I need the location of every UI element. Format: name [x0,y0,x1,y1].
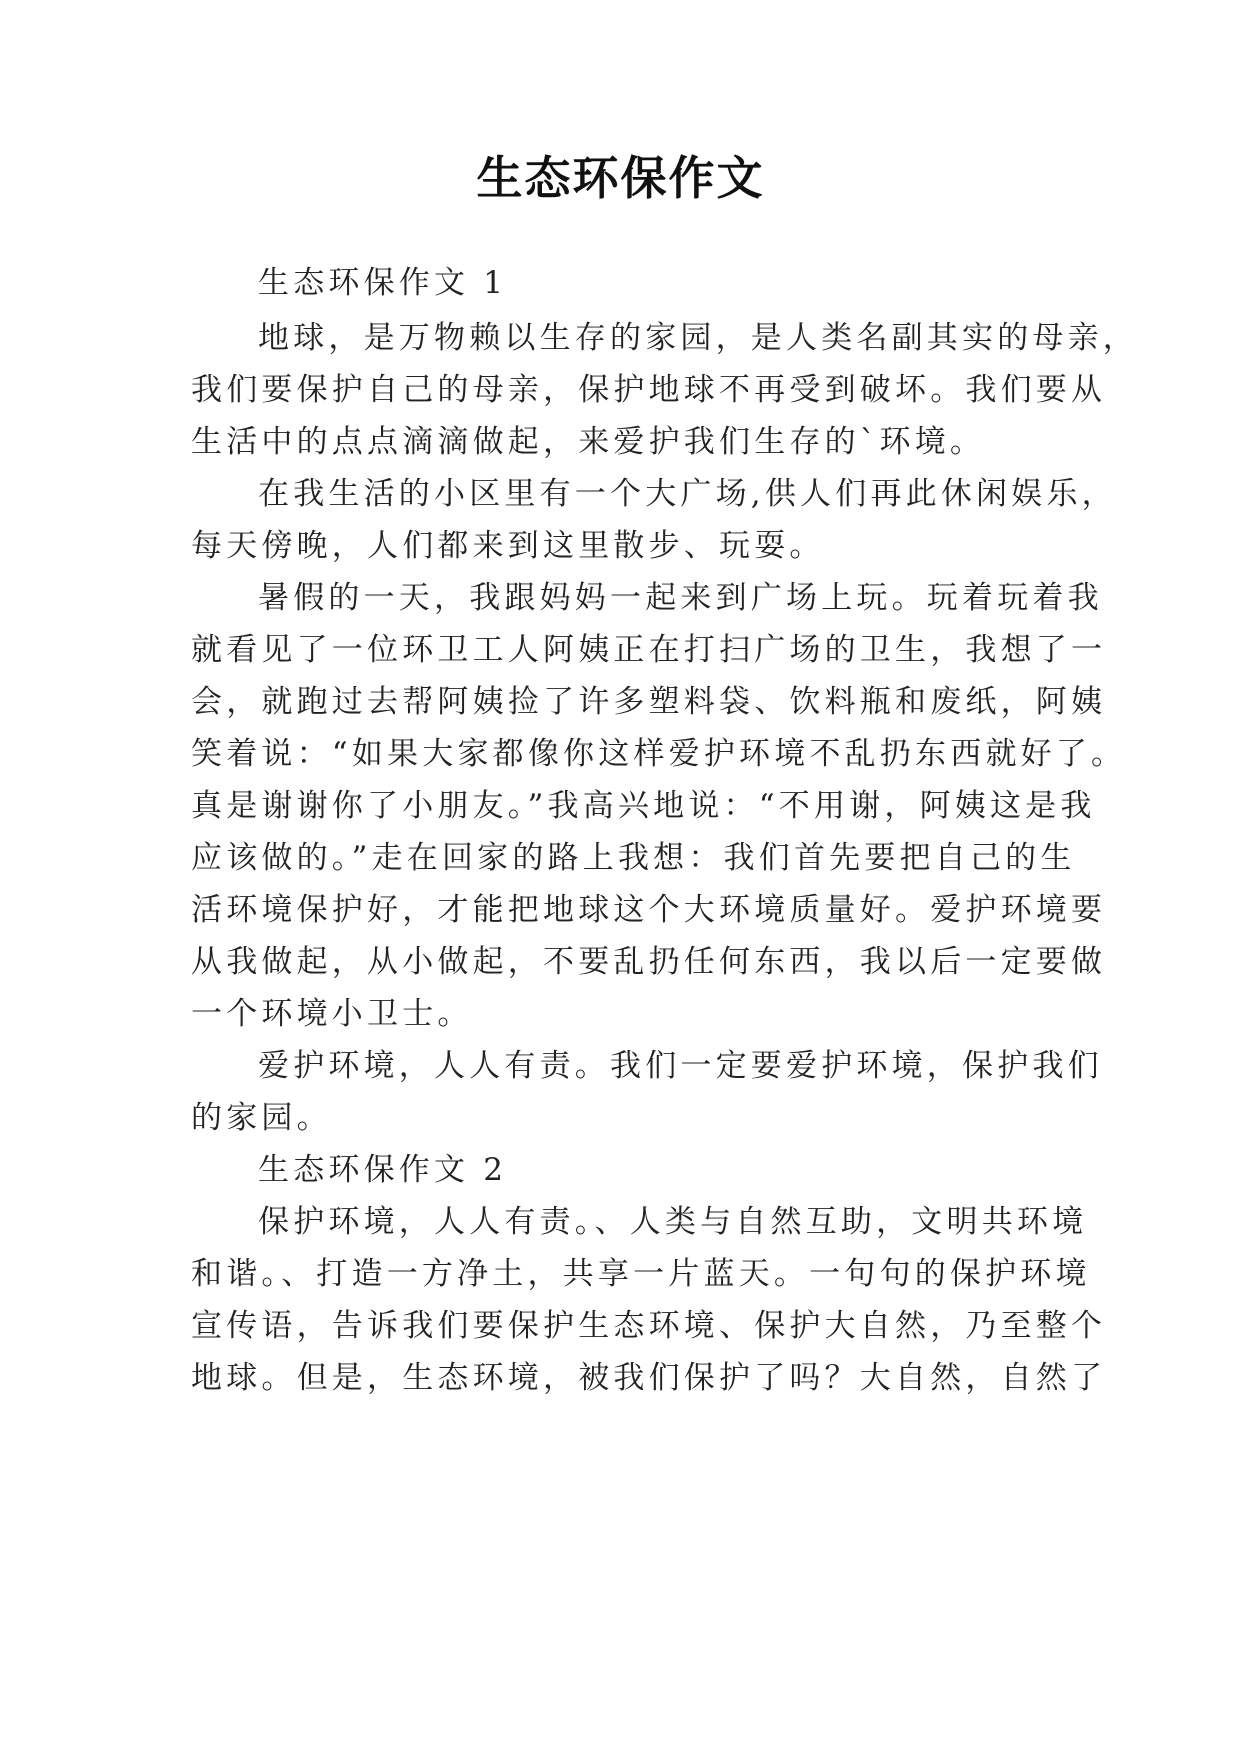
section-heading-1: 生态环保作文 1 [258,265,508,301]
text-line: 保护环境，人人有责。、人类与自然互助，文明共环境 [258,1204,1088,1240]
text-line: 就看见了一位环卫工人阿姨正在打扫广场的卫生，我想了一 [191,632,1107,668]
text-line: 我们要保护自己的母亲，保护地球不再受到破坏。我们要从 [191,372,1107,408]
text-line: 爱护环境，人人有责。我们一定要爱护环境，保护我们 [258,1048,1103,1084]
text-line: 地球。但是，生态环境，被我们保护了吗？大自然，自然了 [191,1360,1107,1396]
text-line: 地球，是万物赖以生存的家园，是人类名副其实的母亲， [258,320,1138,356]
text-line: 宣传语，告诉我们要保护生态环境、保护大自然，乃至整个 [191,1308,1107,1344]
document-title: 生态环保作文 [476,151,765,205]
text-line: 会，就跑过去帮阿姨捡了许多塑料袋、饮料瓶和废纸，阿姨 [191,684,1107,720]
text-line: 在我生活的小区里有一个大广场,供人们再此休闲娱乐， [258,476,1117,512]
text-line: 笑着说：“如果大家都像你这样爱护环境不乱扔东西就好了。 [191,736,1127,772]
section-heading-2: 生态环保作文 2 [258,1152,508,1188]
text-line: 每天傍晚，人们都来到这里散步、玩耍。 [191,528,825,564]
text-line: 一个环境小卫士。 [191,996,473,1032]
text-line: 生活中的点点滴滴做起，来爱护我们生存的`环境。 [191,424,986,460]
text-line: 的家园。 [191,1100,332,1136]
text-line: 真是谢谢你了小朋友。”我高兴地说：“不用谢，阿姨这是我 [191,788,1096,824]
text-line: 应该做的。”走在回家的路上我想：我们首先要把自己的生 [191,840,1076,876]
text-line: 从我做起，从小做起，不要乱扔任何东西，我以后一定要做 [191,944,1107,980]
text-line: 活环境保护好，才能把地球这个大环境质量好。爱护环境要 [191,892,1107,928]
text-line: 暑假的一天，我跟妈妈一起来到广场上玩。玩着玩着我 [258,580,1103,616]
text-line: 和谐。、打造一方净土，共享一片蓝天。一句句的保护环境 [191,1256,1091,1292]
